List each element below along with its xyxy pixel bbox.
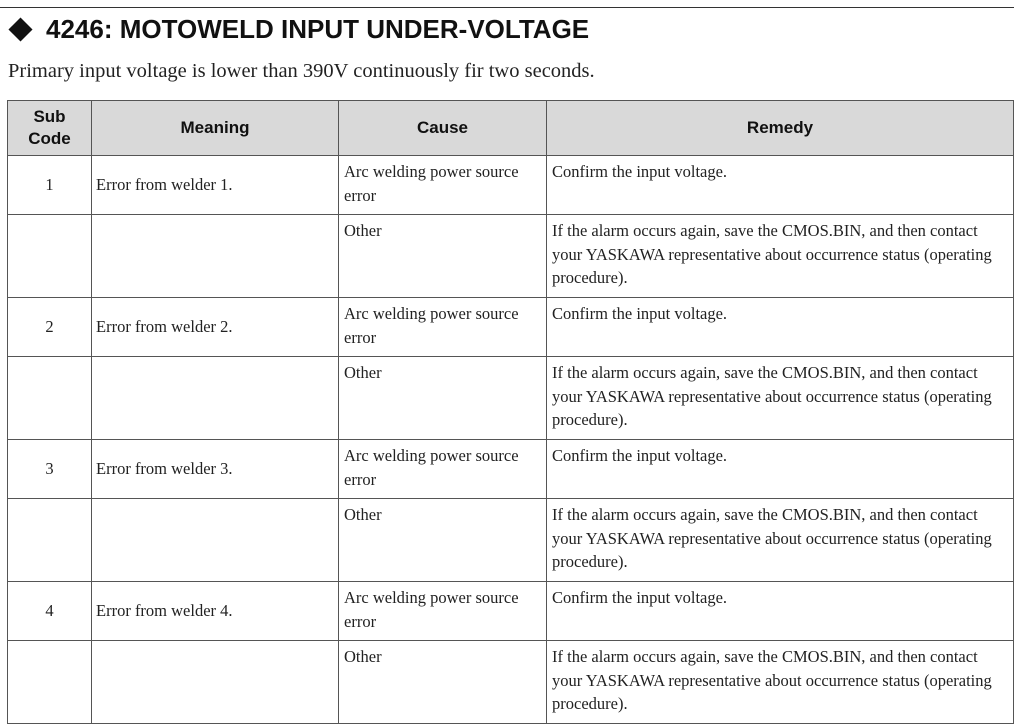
empty-cell xyxy=(92,641,339,724)
table-row xyxy=(8,215,1014,298)
diamond-bullet-icon xyxy=(8,17,32,41)
empty-cell xyxy=(92,215,339,298)
empty-cell xyxy=(8,641,92,724)
top-rule xyxy=(0,7,1014,8)
meaning-cell: Error from welder 2. xyxy=(92,298,339,357)
remedy-cell: If the alarm occurs again, save the CMOS.BIN, and then contact your YASKAWA representative about occurrence status (operating procedure). xyxy=(547,215,1014,298)
cause-cell: Arc welding power source error xyxy=(339,582,547,641)
remedy-cell: Confirm the input voltage. xyxy=(547,156,1014,215)
cause-cell: Other xyxy=(339,499,547,582)
sub-code-cell: 3 xyxy=(8,440,92,499)
cause-cell: Arc welding power source error xyxy=(339,440,547,499)
meaning-cell: Error from welder 4. xyxy=(92,582,339,641)
meaning-cell: Error from welder 3. xyxy=(92,440,339,499)
remedy-cell: Confirm the input voltage. xyxy=(547,298,1014,357)
cause-cell: Other xyxy=(339,357,547,440)
sub-code-cell: 2 xyxy=(8,298,92,357)
sub-code-cell: 4 xyxy=(8,582,92,641)
empty-cell xyxy=(92,357,339,440)
remedy-cell: Confirm the input voltage. xyxy=(547,440,1014,499)
remedy-cell: If the alarm occurs again, save the CMOS.BIN, and then contact your YASKAWA representative about occurrence status (operating procedure). xyxy=(547,499,1014,582)
cause-cell: Arc welding power source error xyxy=(339,156,547,215)
table-row xyxy=(8,641,1014,724)
cause-cell: Arc welding power source error xyxy=(339,298,547,357)
cause-cell: Other xyxy=(339,215,547,298)
header-meaning: Meaning xyxy=(92,101,339,156)
sub-code-cell: 1 xyxy=(8,156,92,215)
remedy-cell: Confirm the input voltage. xyxy=(547,582,1014,641)
header-remedy: Remedy xyxy=(547,101,1014,156)
empty-cell xyxy=(8,499,92,582)
alarm-table xyxy=(7,100,1014,724)
table-row xyxy=(8,357,1014,440)
alarm-description: Primary input voltage is lower than 390V continuously fir two seconds. xyxy=(8,60,595,82)
meaning-cell: Error from welder 1. xyxy=(92,156,339,215)
header-sub-code: Sub Code xyxy=(8,101,92,156)
header-cause: Cause xyxy=(339,101,547,156)
remedy-cell: If the alarm occurs again, save the CMOS.BIN, and then contact your YASKAWA representative about occurrence status (operating procedure). xyxy=(547,357,1014,440)
empty-cell xyxy=(92,499,339,582)
table-row xyxy=(8,582,1014,641)
empty-cell xyxy=(8,357,92,440)
section-heading xyxy=(7,12,589,46)
table-row xyxy=(8,499,1014,582)
heading-title: 4246: MOTOWELD INPUT UNDER-VOLTAGE xyxy=(46,13,590,44)
empty-cell xyxy=(8,215,92,298)
table-header-row xyxy=(8,101,1014,156)
remedy-cell: If the alarm occurs again, save the CMOS.BIN, and then contact your YASKAWA representative about occurrence status (operating procedure). xyxy=(547,641,1014,724)
table-row xyxy=(8,156,1014,215)
table-row xyxy=(8,298,1014,357)
cause-cell: Other xyxy=(339,641,547,724)
table-row xyxy=(8,440,1014,499)
